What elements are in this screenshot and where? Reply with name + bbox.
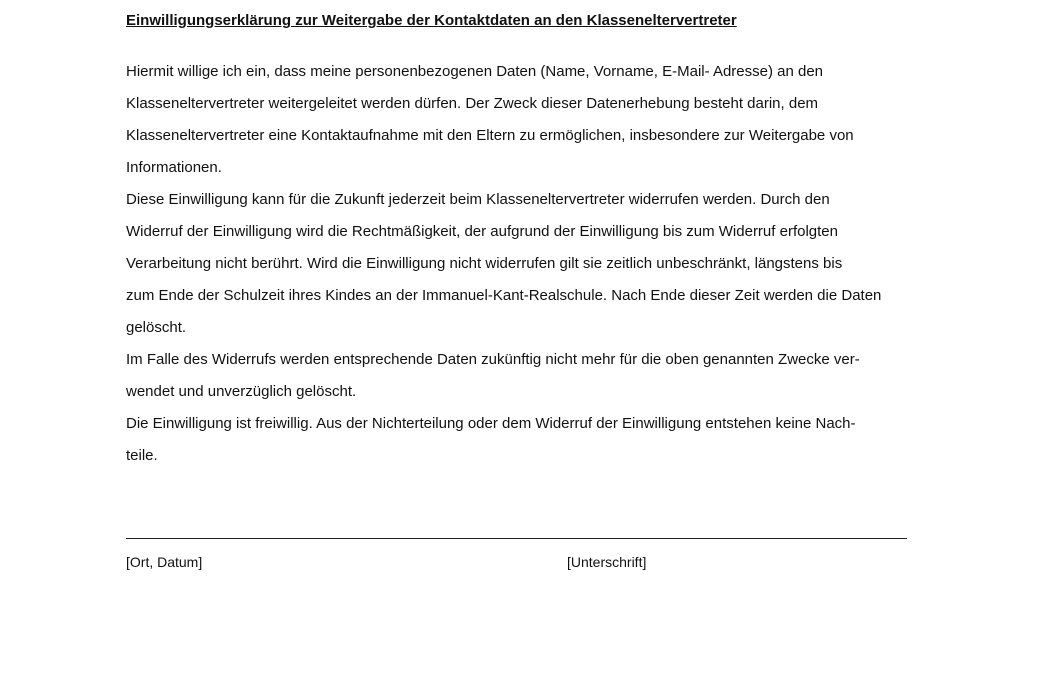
text-line: Informationen. [126,159,222,176]
signature-line [126,538,907,539]
text-line: teile. [126,447,158,464]
text-line: Hiermit willige ich ein, dass meine personenbezogenen Daten (Name, Vorname, E-Mail- Adresse) an den [126,63,824,80]
document-body [126,56,938,472]
paragraph-voluntary [126,408,938,472]
text-line: Klasseneltervertreter weitergeleitet werden dürfen. Der Zweck dieser Datenerhebung besteht darin, dem [126,95,819,112]
place-date-label: [Ort, Datum] [126,554,203,570]
text-line: Im Falle des Widerrufs werden entsprechende Daten zukünftig nicht mehr für die oben genannten Zwecke ver- [126,351,860,368]
paragraph-consent [126,56,938,184]
text-line: Die Einwilligung ist freiwillig. Aus der Nichterteilung oder dem Widerruf der Einwilligung entstehen keine Nach- [126,415,856,432]
text-line: wendet und unverzüglich gelöscht. [126,383,357,400]
document-title: Einwilligungserklärung zur Weitergabe der Kontaktdaten an den Klasseneltervertreter [126,12,737,29]
text-line: Verarbeitung nicht berührt. Wird die Einwilligung nicht widerrufen gilt sie zeitlich unbeschränkt, längstens bis [126,255,843,272]
paragraph-revocation [126,184,938,344]
text-line: Widerruf der Einwilligung wird die Rechtmäßigkeit, der aufgrund der Einwilligung bis zum Widerruf erfolgten [126,223,838,240]
text-line: Diese Einwilligung kann für die Zukunft jederzeit beim Klasseneltervertreter widerrufen werden. Durch den [126,191,830,208]
signature-label: [Unterschrift] [567,554,647,570]
text-line: gelöscht. [126,319,187,336]
text-line: zum Ende der Schulzeit ihres Kindes an der Immanuel-Kant-Realschule. Nach Ende dieser Zeit werden die Daten [126,287,882,304]
paragraph-deletion [126,344,938,408]
text-line: Klasseneltervertreter eine Kontaktaufnahme mit den Eltern zu ermöglichen, insbesondere zur Weitergabe von [126,127,854,144]
